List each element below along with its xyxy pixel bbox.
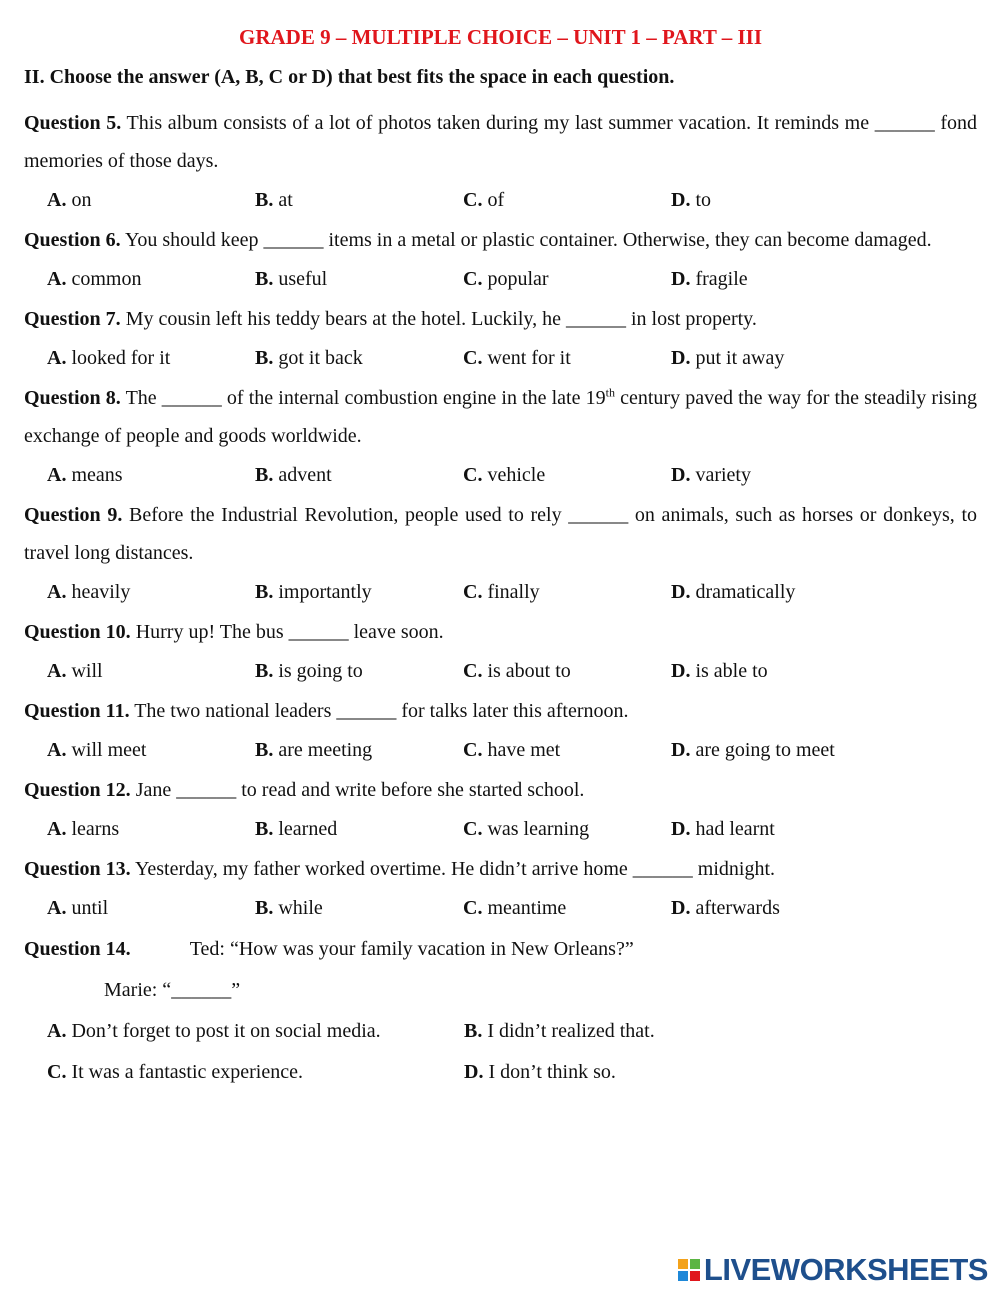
option-c[interactable]: C. meantime (463, 897, 567, 919)
option-b[interactable]: B. learned (255, 818, 338, 840)
question-text: Yesterday, my father worked overtime. He didn’t arrive home ______ midnight. (130, 858, 775, 880)
options-q10 (24, 651, 977, 692)
options-q14-row2 (24, 1052, 977, 1093)
option-b[interactable]: B. I didn’t realized that. (464, 1020, 655, 1042)
option-a[interactable]: A. means (47, 464, 123, 486)
dialogue-ted: Ted: “How was your family vacation in New Orleans?” (189, 938, 634, 960)
option-b[interactable]: B. got it back (255, 347, 363, 369)
option-c[interactable]: C. is about to (463, 660, 571, 682)
option-a[interactable]: A. will (47, 660, 103, 682)
question-14 (24, 929, 977, 970)
question-9 (24, 496, 977, 572)
question-label: Question 8. (24, 387, 121, 409)
option-d[interactable]: D. had learnt (671, 818, 775, 840)
question-text: Jane ______ to read and write before she started school. (130, 779, 585, 801)
question-label: Question 12. (24, 779, 131, 801)
question-text: The ______ of the internal combustion engine in the late 19 (120, 387, 606, 409)
option-b[interactable]: B. is going to (255, 660, 363, 682)
option-a[interactable]: A. Don’t forget to post it on social media. (47, 1020, 381, 1042)
options-q5 (24, 180, 977, 221)
option-a[interactable]: A. looked for it (47, 347, 171, 369)
option-b[interactable]: B. at (255, 189, 293, 211)
question-12 (24, 771, 977, 809)
question-text: Before the Industrial Revolution, people used to rely ______ on animals, such as horses or donkeys, to travel long distances. (24, 504, 977, 564)
option-b[interactable]: B. useful (255, 268, 328, 290)
option-c[interactable]: C. popular (463, 268, 549, 290)
logo-grid-icon (678, 1259, 700, 1281)
question-text: You should keep ______ items in a metal or plastic container. Otherwise, they can become damaged. (120, 229, 932, 251)
question-label: Question 10. (24, 621, 131, 643)
dialogue-marie: Marie: “______” (104, 979, 241, 1001)
question-6 (24, 221, 977, 259)
superscript: th (605, 385, 615, 400)
question-11 (24, 692, 977, 730)
question-text-cont: century paved the way for the steadily rising exchange of people and goods worldwide. (24, 387, 977, 447)
question-label: Question 14. (24, 938, 131, 960)
option-d[interactable]: D. put it away (671, 347, 785, 369)
option-b[interactable]: B. importantly (255, 581, 372, 603)
question-label: Question 7. (24, 308, 121, 330)
options-q7 (24, 338, 977, 379)
options-q11 (24, 730, 977, 771)
question-label: Question 6. (24, 229, 121, 251)
worksheet-page (24, 22, 977, 1093)
question-text: My cousin left his teddy bears at the hotel. Luckily, he ______ in lost property. (120, 308, 757, 330)
option-a[interactable]: A. will meet (47, 739, 147, 761)
option-a[interactable]: A. heavily (47, 581, 131, 603)
options-q14-row1 (24, 1011, 977, 1052)
option-a[interactable]: A. until (47, 897, 109, 919)
question-label: Question 9. (24, 504, 123, 526)
options-q13 (24, 888, 977, 929)
option-c[interactable]: C. went for it (463, 347, 571, 369)
question-label: Question 11. (24, 700, 130, 722)
option-d[interactable]: D. fragile (671, 268, 748, 290)
option-d[interactable]: D. to (671, 189, 712, 211)
question-label: Question 5. (24, 112, 122, 134)
option-c[interactable]: C. have met (463, 739, 561, 761)
option-d[interactable]: D. variety (671, 464, 751, 486)
option-c[interactable]: C. of (463, 189, 505, 211)
instructions: II. Choose the answer (A, B, C or D) that best fits the space in each question. (24, 66, 675, 88)
question-10 (24, 613, 977, 651)
option-a[interactable]: A. learns (47, 818, 120, 840)
option-a[interactable]: A. common (47, 268, 142, 290)
page-title: GRADE 9 – MULTIPLE CHOICE – UNIT 1 – PART – III (239, 25, 762, 49)
question-8 (24, 379, 977, 455)
option-b[interactable]: B. while (255, 897, 323, 919)
option-d[interactable]: D. afterwards (671, 897, 780, 919)
options-q6 (24, 259, 977, 300)
option-d[interactable]: D. I don’t think so. (464, 1061, 616, 1083)
question-text: Hurry up! The bus ______ leave soon. (130, 621, 444, 643)
options-q9 (24, 572, 977, 613)
option-b[interactable]: B. advent (255, 464, 332, 486)
options-q8 (24, 455, 977, 496)
options-q12 (24, 809, 977, 850)
option-c[interactable]: C. It was a fantastic experience. (47, 1061, 303, 1083)
question-7 (24, 300, 977, 338)
option-b[interactable]: B. are meeting (255, 739, 373, 761)
question-text: The two national leaders ______ for talks later this afternoon. (129, 700, 629, 722)
option-c[interactable]: C. finally (463, 581, 540, 603)
question-label: Question 13. (24, 858, 131, 880)
question-13 (24, 850, 977, 888)
option-d[interactable]: D. are going to meet (671, 739, 835, 761)
logo-text: LIVEWORKSHEETS (703, 1252, 988, 1287)
option-a[interactable]: A. on (47, 189, 92, 211)
question-5 (24, 104, 977, 180)
option-c[interactable]: C. was learning (463, 818, 590, 840)
option-d[interactable]: D. dramatically (671, 581, 796, 603)
liveworksheets-logo (678, 1252, 988, 1288)
option-c[interactable]: C. vehicle (463, 464, 546, 486)
option-d[interactable]: D. is able to (671, 660, 768, 682)
question-text: This album consists of a lot of photos taken during my last summer vacation. It reminds me ______ fond memories of those days. (24, 112, 977, 172)
